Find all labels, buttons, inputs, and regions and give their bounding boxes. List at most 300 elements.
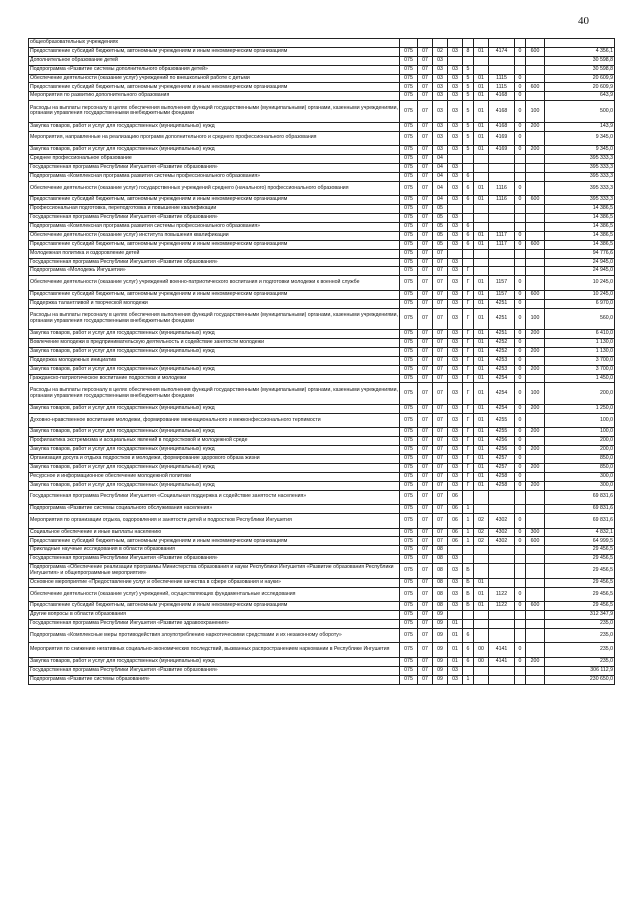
row-name-cell: Закупка товаров, работ и услуг для государственных (муниципальных) нужд — [29, 446, 400, 455]
row-code-cell: 07 — [418, 146, 433, 155]
row-code-cell: 07 — [418, 122, 433, 131]
row-name-cell: Государственная программа Республики Ингушетия «Развитие образования» — [29, 163, 400, 172]
row-code-cell: 075 — [400, 513, 418, 528]
row-code-cell: 07 — [418, 214, 433, 223]
row-code-cell: 07 — [418, 374, 433, 383]
row-name-cell: Предоставление субсидий бюджетным, автономным учреждениям и иным некоммерческим организациям — [29, 290, 400, 299]
row-name-cell: Предоставление субсидий бюджетным, автономным учреждениям и иным некоммерческим организациям — [29, 602, 400, 611]
table-row — [29, 643, 615, 658]
table-row — [29, 437, 615, 446]
row-code-cell: 01 — [474, 356, 489, 365]
row-code-cell: 200 — [526, 658, 545, 667]
row-code-cell: 6 — [463, 231, 474, 240]
row-code-cell — [474, 258, 489, 267]
row-code-cell: 07 — [433, 356, 448, 365]
row-code-cell: 07 — [418, 602, 433, 611]
row-code-cell — [526, 258, 545, 267]
row-amount-cell: 29 456,5 — [545, 587, 615, 602]
row-code-cell: 0 — [515, 513, 526, 528]
row-code-cell: 01 — [474, 92, 489, 101]
row-code-cell: 07 — [433, 505, 448, 514]
row-code-cell: 0 — [515, 276, 526, 291]
row-code-cell: 07 — [418, 437, 433, 446]
table-row — [29, 658, 615, 667]
row-code-cell — [433, 39, 448, 48]
row-code-cell: 03 — [448, 374, 463, 383]
row-code-cell: 1 — [463, 537, 474, 546]
row-code-cell: 4168 — [489, 92, 515, 101]
row-code-cell — [515, 555, 526, 564]
row-code-cell — [515, 505, 526, 514]
row-code-cell — [418, 39, 433, 48]
row-code-cell — [474, 56, 489, 65]
row-code-cell: 075 — [400, 428, 418, 437]
row-code-cell: 07 — [433, 347, 448, 356]
row-code-cell — [474, 628, 489, 643]
row-code-cell — [448, 249, 463, 258]
row-code-cell: 03 — [448, 383, 463, 404]
row-code-cell: 6 — [463, 643, 474, 658]
row-code-cell: 07 — [433, 437, 448, 446]
row-code-cell — [463, 56, 474, 65]
row-code-cell: 04 — [433, 196, 448, 205]
row-code-cell: 075 — [400, 308, 418, 329]
row-amount-cell: 14 386,5 — [545, 240, 615, 249]
row-name-cell: Поддержка талантливой и творческой молодежи — [29, 299, 400, 308]
row-code-cell: 01 — [474, 196, 489, 205]
row-code-cell — [489, 214, 515, 223]
row-code-cell — [526, 454, 545, 463]
row-code-cell: 03 — [448, 472, 463, 481]
row-code-cell: 4168 — [489, 101, 515, 122]
row-code-cell: 07 — [418, 463, 433, 472]
row-code-cell — [515, 611, 526, 620]
row-code-cell: 04 — [433, 163, 448, 172]
row-name-cell: Другие вопросы в области образования — [29, 611, 400, 620]
row-code-cell: 075 — [400, 83, 418, 92]
row-code-cell: 07 — [418, 231, 433, 240]
table-row — [29, 196, 615, 205]
row-code-cell — [526, 276, 545, 291]
row-code-cell: 4252 — [489, 347, 515, 356]
row-code-cell: 03 — [448, 365, 463, 374]
row-code-cell: 4254 — [489, 404, 515, 413]
row-code-cell: 07 — [433, 290, 448, 299]
row-code-cell: 075 — [400, 564, 418, 579]
row-code-cell — [400, 39, 418, 48]
row-code-cell: 075 — [400, 528, 418, 537]
row-code-cell: 07 — [418, 528, 433, 537]
row-code-cell — [515, 258, 526, 267]
table-row — [29, 446, 615, 455]
row-code-cell: 06 — [448, 528, 463, 537]
table-row — [29, 578, 615, 587]
row-code-cell: 200 — [526, 330, 545, 339]
row-code-cell — [489, 267, 515, 276]
row-code-cell: 07 — [418, 383, 433, 404]
row-amount-cell: 235,0 — [545, 628, 615, 643]
row-code-cell: 01 — [474, 83, 489, 92]
row-code-cell: 01 — [474, 122, 489, 131]
row-code-cell — [526, 231, 545, 240]
row-code-cell — [526, 555, 545, 564]
row-code-cell: 075 — [400, 299, 418, 308]
row-amount-cell: 500,0 — [545, 101, 615, 122]
row-amount-cell: 20 609,9 — [545, 83, 615, 92]
row-code-cell: 01 — [474, 437, 489, 446]
row-amount-cell: 1 250,0 — [545, 404, 615, 413]
row-code-cell: 01 — [474, 472, 489, 481]
row-code-cell: 600 — [526, 602, 545, 611]
row-code-cell: 07 — [433, 383, 448, 404]
row-code-cell: 03 — [448, 231, 463, 240]
row-code-cell: 01 — [474, 454, 489, 463]
row-amount-cell: 30 598,8 — [545, 56, 615, 65]
row-code-cell: 0 — [515, 146, 526, 155]
row-code-cell: 01 — [474, 74, 489, 83]
row-code-cell: 075 — [400, 481, 418, 490]
row-name-cell: Обеспечение деятельности (оказание услуг) института повышения квалификации — [29, 231, 400, 240]
row-name-cell: Мероприятия по развитию дополнительного образования — [29, 92, 400, 101]
row-amount-cell: 4 356,1 — [545, 47, 615, 56]
row-code-cell — [448, 39, 463, 48]
row-code-cell: 02 — [474, 528, 489, 537]
row-amount-cell: 29 456,5 — [545, 602, 615, 611]
row-code-cell — [448, 611, 463, 620]
row-amount-cell: 560,0 — [545, 308, 615, 329]
row-code-cell — [515, 675, 526, 684]
row-code-cell: 03 — [433, 56, 448, 65]
row-name-cell: Обеспечение деятельности (оказание услуг) учреждений по внешкольной работе с детьми — [29, 74, 400, 83]
row-code-cell — [489, 620, 515, 629]
row-code-cell — [515, 222, 526, 231]
table-row — [29, 555, 615, 564]
row-code-cell — [526, 472, 545, 481]
row-code-cell — [526, 628, 545, 643]
row-code-cell: 4252 — [489, 338, 515, 347]
row-name-cell: Профессиональная подготовка, переподготовка и повышение квалификации — [29, 205, 400, 214]
row-code-cell — [463, 555, 474, 564]
row-code-cell — [474, 155, 489, 164]
row-code-cell: 5 — [463, 101, 474, 122]
row-code-cell: 03 — [433, 92, 448, 101]
row-code-cell: 4255 — [489, 413, 515, 428]
table-row — [29, 122, 615, 131]
row-code-cell — [489, 505, 515, 514]
row-code-cell — [526, 513, 545, 528]
row-code-cell — [526, 155, 545, 164]
row-name-cell: Расходы на выплаты персоналу в целях обеспечения выполнения функций государственными (муниципальными) органами, казенными учреждениями, органами управления государственными внебюджетными фондами — [29, 308, 400, 329]
row-amount-cell: 24 945,0 — [545, 267, 615, 276]
row-code-cell — [463, 611, 474, 620]
row-code-cell: 01 — [474, 299, 489, 308]
row-code-cell: 100 — [526, 308, 545, 329]
row-code-cell: 01 — [474, 338, 489, 347]
row-code-cell: 07 — [418, 299, 433, 308]
row-amount-cell: 395 333,3 — [545, 172, 615, 181]
row-code-cell: 0 — [515, 308, 526, 329]
row-code-cell: 01 — [474, 231, 489, 240]
table-row — [29, 472, 615, 481]
row-amount-cell: 6 970,0 — [545, 299, 615, 308]
row-code-cell — [526, 338, 545, 347]
row-code-cell — [474, 675, 489, 684]
row-code-cell: 03 — [448, 181, 463, 196]
row-code-cell: 4254 — [489, 383, 515, 404]
row-amount-cell: 29 456,5 — [545, 546, 615, 555]
row-code-cell — [526, 374, 545, 383]
row-name-cell: Предоставление субсидий бюджетным, автономным учреждениям и иным некоммерческим организациям — [29, 240, 400, 249]
row-code-cell — [526, 437, 545, 446]
row-code-cell: 6 — [463, 196, 474, 205]
row-code-cell: 0 — [515, 658, 526, 667]
row-code-cell — [463, 214, 474, 223]
row-amount-cell: 1 130,0 — [545, 338, 615, 347]
table-row — [29, 163, 615, 172]
row-name-cell: Закупка товаров, работ и услуг для государственных (муниципальных) нужд — [29, 330, 400, 339]
row-code-cell: 03 — [448, 454, 463, 463]
row-code-cell: 03 — [448, 47, 463, 56]
row-code-cell — [515, 620, 526, 629]
row-code-cell: 4141 — [489, 658, 515, 667]
row-code-cell: 075 — [400, 658, 418, 667]
row-code-cell: 07 — [418, 428, 433, 437]
row-code-cell: 8 — [463, 47, 474, 56]
row-code-cell — [489, 163, 515, 172]
row-amount-cell: 3 700,0 — [545, 365, 615, 374]
row-code-cell — [489, 258, 515, 267]
row-code-cell: 0 — [515, 446, 526, 455]
row-code-cell — [489, 155, 515, 164]
row-code-cell: 07 — [418, 666, 433, 675]
row-code-cell: 07 — [433, 537, 448, 546]
row-code-cell: 07 — [418, 92, 433, 101]
row-code-cell: 600 — [526, 537, 545, 546]
row-code-cell — [474, 172, 489, 181]
row-name-cell: Закупка товаров, работ и услуг для государственных (муниципальных) нужд — [29, 404, 400, 413]
row-code-cell: 4251 — [489, 299, 515, 308]
row-code-cell: 01 — [474, 101, 489, 122]
row-code-cell: 5 — [463, 131, 474, 146]
row-code-cell — [489, 65, 515, 74]
row-code-cell: 01 — [474, 602, 489, 611]
row-code-cell — [489, 611, 515, 620]
row-code-cell: Г — [463, 308, 474, 329]
row-code-cell: 075 — [400, 330, 418, 339]
row-code-cell: 01 — [474, 146, 489, 155]
table-row — [29, 101, 615, 122]
row-code-cell: 04 — [433, 181, 448, 196]
row-code-cell — [515, 214, 526, 223]
row-code-cell: 075 — [400, 365, 418, 374]
row-amount-cell: 235,0 — [545, 643, 615, 658]
row-code-cell: 07 — [418, 172, 433, 181]
row-code-cell: 03 — [448, 666, 463, 675]
row-code-cell — [526, 92, 545, 101]
table-row — [29, 47, 615, 56]
row-code-cell — [463, 666, 474, 675]
row-code-cell: 075 — [400, 675, 418, 684]
row-code-cell: 07 — [433, 490, 448, 505]
row-code-cell: 0 — [515, 602, 526, 611]
table-row — [29, 276, 615, 291]
row-name-cell: общеобразовательных учреждениях — [29, 39, 400, 48]
row-code-cell: 07 — [433, 413, 448, 428]
row-code-cell: 07 — [418, 513, 433, 528]
row-code-cell — [489, 555, 515, 564]
row-code-cell: 03 — [448, 308, 463, 329]
row-code-cell — [526, 172, 545, 181]
row-code-cell: 03 — [448, 276, 463, 291]
row-code-cell — [526, 675, 545, 684]
row-code-cell — [489, 546, 515, 555]
row-code-cell: 09 — [433, 620, 448, 629]
row-code-cell: 0 — [515, 413, 526, 428]
row-code-cell: 03 — [448, 122, 463, 131]
row-code-cell: 0 — [515, 356, 526, 365]
row-code-cell: 07 — [433, 454, 448, 463]
table-row — [29, 146, 615, 155]
row-code-cell: 200 — [526, 428, 545, 437]
row-code-cell: 075 — [400, 546, 418, 555]
row-code-cell: 300 — [526, 528, 545, 537]
row-code-cell: 5 — [463, 65, 474, 74]
row-amount-cell: 143,9 — [545, 122, 615, 131]
row-code-cell: 01 — [474, 347, 489, 356]
row-name-cell: Поддержка молодежных инициатив — [29, 356, 400, 365]
row-code-cell: 4256 — [489, 446, 515, 455]
row-code-cell: 07 — [418, 564, 433, 579]
row-amount-cell: 230 650,0 — [545, 675, 615, 684]
row-code-cell: 075 — [400, 537, 418, 546]
row-name-cell: Государственная программа Республики Ингушетия «Развитие здравоохранения» — [29, 620, 400, 629]
row-amount-cell: 30 598,8 — [545, 65, 615, 74]
row-name-cell: Среднее профессиональное образование — [29, 155, 400, 164]
row-code-cell: 03 — [448, 267, 463, 276]
row-code-cell: 03 — [448, 83, 463, 92]
row-code-cell: 4257 — [489, 454, 515, 463]
row-code-cell: 200 — [526, 404, 545, 413]
row-code-cell — [474, 555, 489, 564]
row-code-cell: 075 — [400, 214, 418, 223]
row-code-cell: 07 — [418, 258, 433, 267]
row-code-cell: 03 — [448, 463, 463, 472]
row-amount-cell: 312 347,9 — [545, 611, 615, 620]
row-code-cell: 07 — [418, 83, 433, 92]
row-code-cell: 075 — [400, 404, 418, 413]
row-amount-cell: 64 999,5 — [545, 537, 615, 546]
row-code-cell — [526, 546, 545, 555]
row-code-cell — [448, 155, 463, 164]
table-row — [29, 490, 615, 505]
row-code-cell: 200 — [526, 122, 545, 131]
row-code-cell — [515, 205, 526, 214]
row-code-cell — [448, 205, 463, 214]
row-code-cell — [515, 65, 526, 74]
row-code-cell: 08 — [433, 564, 448, 579]
row-code-cell: 075 — [400, 163, 418, 172]
row-code-cell: 600 — [526, 196, 545, 205]
row-code-cell: 075 — [400, 155, 418, 164]
row-code-cell: 6 — [463, 240, 474, 249]
row-code-cell: 075 — [400, 490, 418, 505]
row-code-cell — [474, 39, 489, 48]
row-amount-cell: 395 333,3 — [545, 155, 615, 164]
row-code-cell: 1117 — [489, 231, 515, 240]
row-code-cell: 075 — [400, 181, 418, 196]
row-code-cell: 075 — [400, 205, 418, 214]
row-code-cell: 03 — [433, 122, 448, 131]
row-code-cell — [526, 564, 545, 579]
row-amount-cell: 29 456,5 — [545, 555, 615, 564]
row-amount-cell: 9 345,0 — [545, 146, 615, 155]
row-code-cell: 04 — [433, 155, 448, 164]
row-code-cell — [463, 249, 474, 258]
row-code-cell: 1115 — [489, 83, 515, 92]
row-code-cell — [463, 258, 474, 267]
budget-table — [28, 38, 615, 685]
row-code-cell: 0 — [515, 437, 526, 446]
row-amount-cell: 14 386,5 — [545, 231, 615, 240]
row-code-cell: 075 — [400, 587, 418, 602]
table-row — [29, 675, 615, 684]
row-code-cell: 07 — [433, 446, 448, 455]
row-code-cell — [515, 155, 526, 164]
row-code-cell: 0 — [515, 74, 526, 83]
row-code-cell: 0 — [515, 428, 526, 437]
row-code-cell — [526, 620, 545, 629]
row-code-cell: 0 — [515, 231, 526, 240]
row-code-cell: 03 — [448, 222, 463, 231]
row-code-cell — [515, 628, 526, 643]
row-code-cell — [474, 214, 489, 223]
page-number: 40 — [578, 15, 589, 27]
row-code-cell: 1157 — [489, 276, 515, 291]
row-code-cell: 01 — [474, 587, 489, 602]
row-code-cell: 075 — [400, 196, 418, 205]
row-amount-cell — [545, 39, 615, 48]
table-row — [29, 611, 615, 620]
row-code-cell — [526, 65, 545, 74]
row-code-cell: 200 — [526, 481, 545, 490]
row-code-cell: 09 — [433, 611, 448, 620]
row-code-cell: 00 — [474, 658, 489, 667]
row-name-cell: Мероприятия по снижению негативных социально-экономических последствий, вызванных распространением наркомании в Республике Ингушетия — [29, 643, 400, 658]
row-code-cell: 07 — [418, 505, 433, 514]
row-code-cell: 07 — [418, 404, 433, 413]
row-code-cell: 0 — [515, 131, 526, 146]
row-name-cell: Духовно-нравственное воспитание молодежи, формирование межнационального и межконфессионального терпимости — [29, 413, 400, 428]
row-code-cell: 4257 — [489, 463, 515, 472]
row-code-cell: 08 — [433, 587, 448, 602]
row-code-cell: 0 — [515, 290, 526, 299]
row-code-cell: 03 — [448, 413, 463, 428]
row-code-cell: 05 — [433, 214, 448, 223]
row-code-cell: 0 — [515, 122, 526, 131]
row-code-cell: 07 — [418, 163, 433, 172]
row-code-cell: 07 — [433, 267, 448, 276]
row-code-cell: 00 — [474, 643, 489, 658]
row-name-cell: Подпрограмма «Развитие системы социального обслуживания населения» — [29, 505, 400, 514]
row-code-cell: Б — [463, 564, 474, 579]
row-name-cell: Мероприятия, направленные на реализацию программ дополнительного и среднего профессионального образования — [29, 131, 400, 146]
row-code-cell — [526, 587, 545, 602]
row-code-cell: 07 — [433, 365, 448, 374]
row-code-cell — [489, 222, 515, 231]
row-code-cell — [515, 666, 526, 675]
table-row — [29, 290, 615, 299]
row-code-cell: 07 — [433, 472, 448, 481]
